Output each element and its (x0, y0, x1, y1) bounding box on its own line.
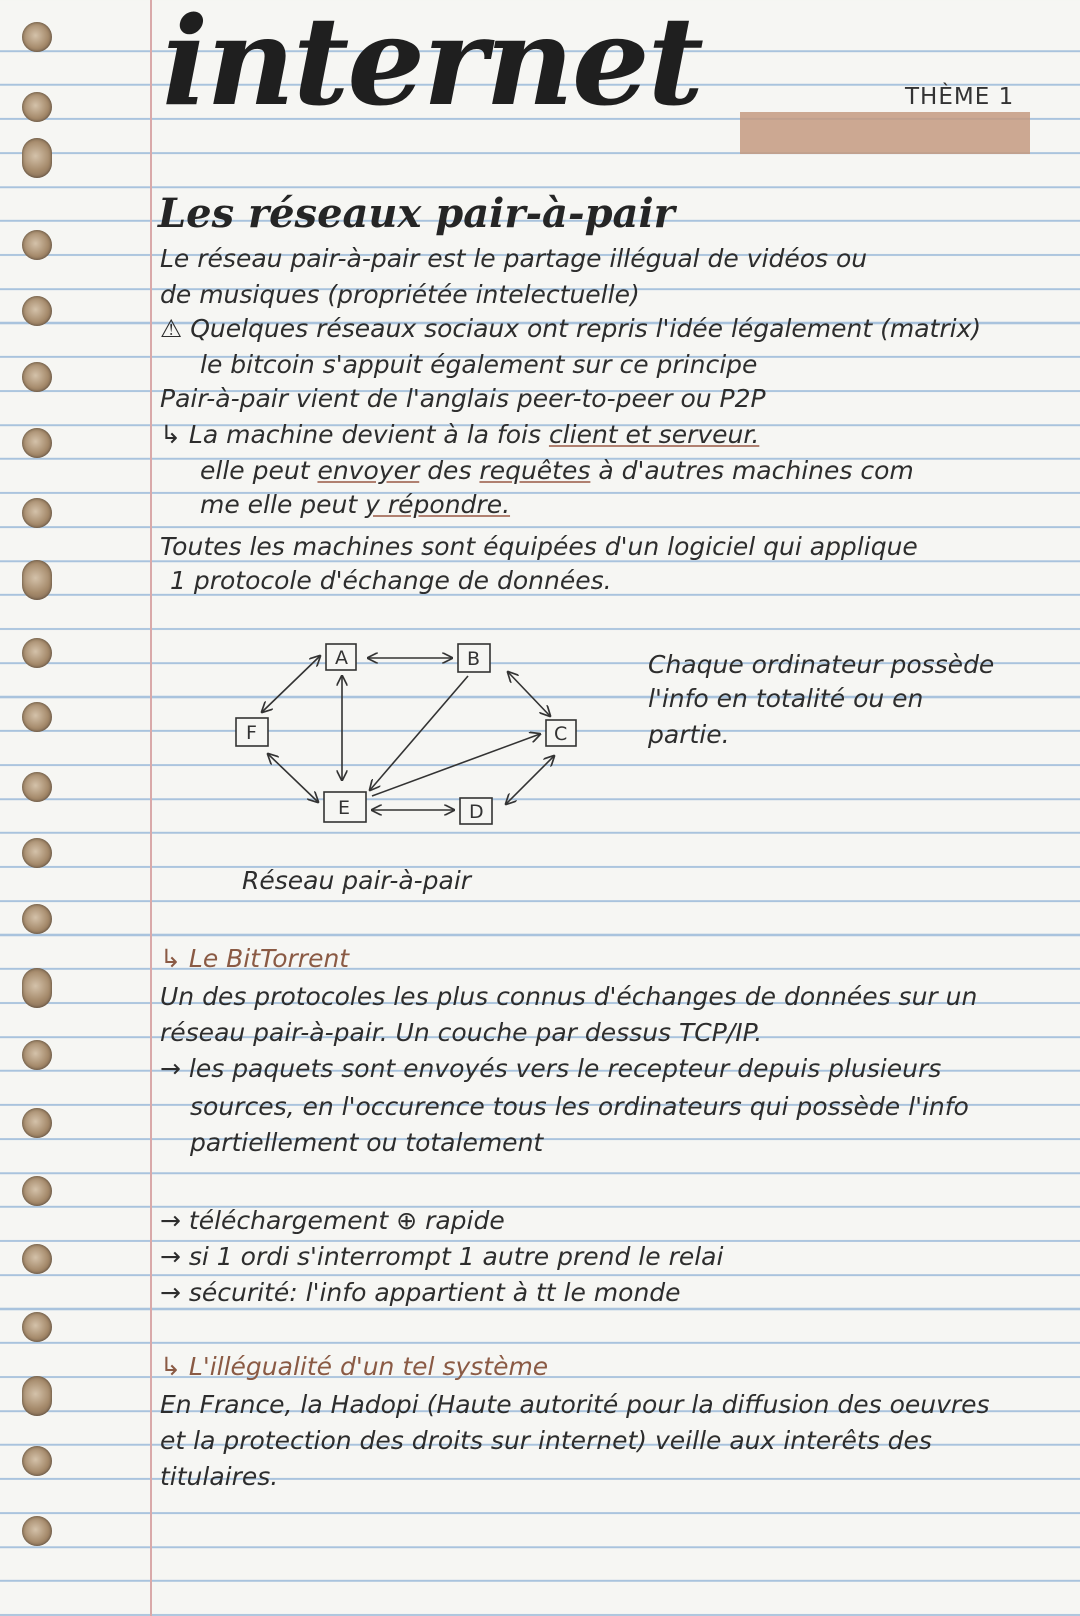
binder-hole (22, 560, 52, 600)
section-heading: Les réseaux pair-à-pair (158, 190, 675, 237)
binder-hole (22, 1040, 52, 1070)
node-d-label: D (469, 801, 484, 823)
text-line: partiellement ou totalement (190, 1128, 544, 1157)
diagram-caption: Réseau pair-à-pair (242, 866, 472, 895)
text-emphasis: client et serveur. (548, 420, 760, 449)
text-line: Un des protocoles les plus connus d'échanges de données sur un (160, 982, 978, 1011)
binder-hole (22, 1516, 52, 1546)
text-line: Le réseau pair-à-pair est le partage illégual de vidéos ou (160, 244, 868, 273)
node-c-label: C (554, 723, 568, 745)
page-title: internet (162, 0, 702, 133)
text-line (200, 490, 510, 519)
text-line: titulaires. (160, 1462, 279, 1491)
binder-hole (22, 838, 52, 868)
diagram-note: l'info en totalité ou en (648, 684, 924, 713)
bullet-point: → sécurité: l'info appartient à tt le monde (160, 1278, 681, 1307)
link-b-c (508, 672, 550, 716)
text-line: sources, en l'occurence tous les ordinateurs qui possède l'info (190, 1092, 969, 1121)
binder-hole (22, 1108, 52, 1138)
binder-hole (22, 702, 52, 732)
text-emphasis: y répondre. (365, 490, 511, 519)
bullet-point: → téléchargement ⊕ rapide (160, 1206, 505, 1235)
link-a-f (262, 656, 320, 712)
binder-hole (22, 1376, 52, 1416)
text-fragment: me elle peut (200, 490, 358, 519)
text-line (160, 420, 759, 449)
text-line: Pair-à-pair vient de l'anglais peer-to-peer ou P2P (160, 384, 766, 413)
binder-hole (22, 1244, 52, 1274)
binder-hole (22, 772, 52, 802)
binder-hole (22, 1446, 52, 1476)
text-line: En France, la Hadopi (Haute autorité pour la diffusion des oeuvres (160, 1390, 990, 1419)
node-a-label: A (335, 647, 348, 669)
title-highlight (740, 112, 1030, 154)
binder-hole (22, 138, 52, 178)
binder-hole (22, 428, 52, 458)
text-line: ⚠ Quelques réseaux sociaux ont repris l'idée légalement (matrix) (160, 314, 982, 343)
node-e-label: E (338, 797, 351, 819)
p2p-network-diagram (220, 630, 580, 850)
binder-hole (22, 1312, 52, 1342)
binder-holes (22, 0, 62, 1616)
node-f-label: F (246, 722, 257, 744)
text-line: → les paquets sont envoyés vers le recepteur depuis plusieurs (160, 1054, 942, 1083)
text-emphasis: requêtes (479, 456, 591, 485)
theme-label: THÈME 1 (905, 84, 1015, 110)
text-line (200, 456, 914, 485)
subheading-bittorrent: ↳ Le BitTorrent (160, 944, 350, 973)
text-emphasis: envoyer (317, 456, 420, 485)
text-line: le bitcoin s'appuit également sur ce principe (200, 350, 758, 379)
bullet-point: → si 1 ordi s'interrompt 1 autre prend le relai (160, 1242, 724, 1271)
binder-hole (22, 296, 52, 326)
text-line: de musiques (propriétée intelectuelle) (160, 280, 640, 309)
text-fragment: ↳ La machine devient à la fois (160, 420, 541, 449)
node-b-label: B (467, 648, 481, 670)
diagram-note: partie. (648, 720, 730, 749)
text-line: réseau pair-à-pair. Un couche par dessus TCP/IP. (160, 1018, 763, 1047)
text-fragment: à d'autres machines com (598, 456, 914, 485)
text-fragment: elle peut (200, 456, 310, 485)
binder-hole (22, 968, 52, 1008)
link-e-b (370, 676, 468, 790)
binder-hole (22, 22, 52, 52)
text-line: et la protection des droits sur internet) veille aux interêts des (160, 1426, 932, 1455)
binder-hole (22, 362, 52, 392)
text-fragment: des (427, 456, 472, 485)
binder-hole (22, 498, 52, 528)
diagram-note: Chaque ordinateur possède (648, 650, 995, 679)
link-c-d (506, 756, 554, 804)
link-e-c (372, 734, 540, 796)
link-f-e (268, 754, 318, 802)
margin-line (150, 0, 152, 1616)
binder-hole (22, 904, 52, 934)
binder-hole (22, 230, 52, 260)
binder-hole (22, 638, 52, 668)
binder-hole (22, 1176, 52, 1206)
text-line: Toutes les machines sont équipées d'un logiciel qui applique (160, 532, 918, 561)
subheading-illegality: ↳ L'illégualité d'un tel système (160, 1352, 549, 1381)
binder-hole (22, 92, 52, 122)
text-line: 1 protocole d'échange de données. (170, 566, 612, 595)
